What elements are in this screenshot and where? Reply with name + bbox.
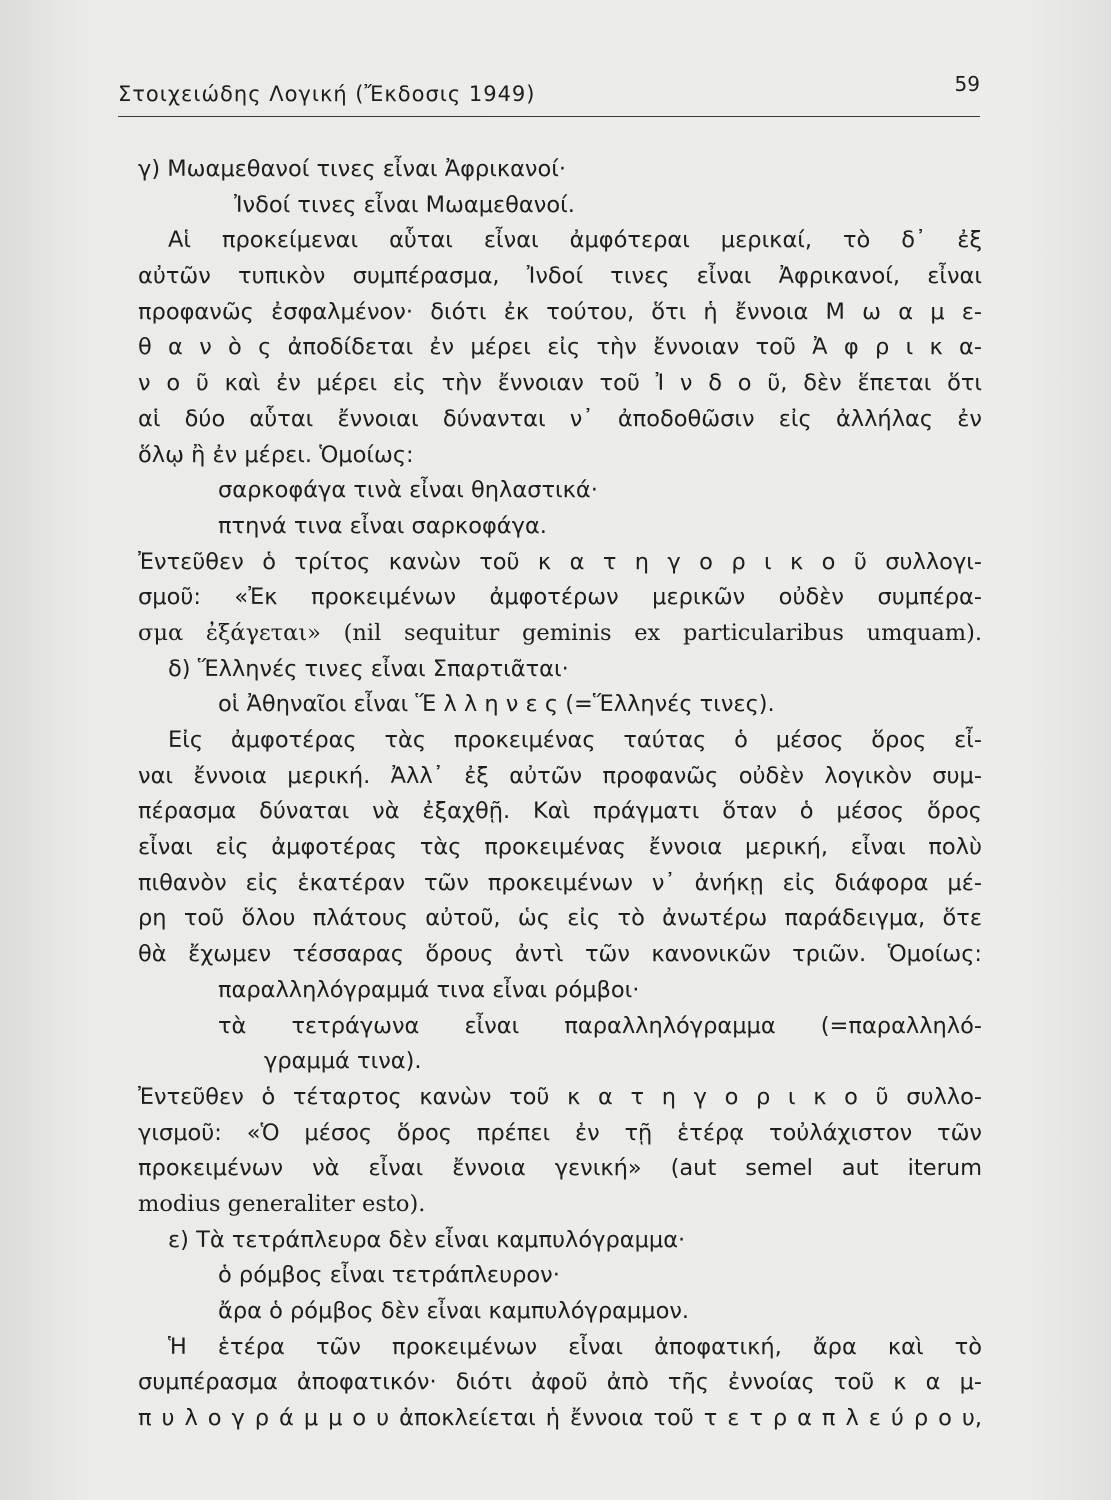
example-gamma-premise-1: γ) Μωαμεθανοί τινες εἶναι Ἀφρικανοί· [138, 156, 567, 182]
paragraph-line: ν ο ῦ καὶ ἐν μέρει εἰς τὴν ἔννοιαν τοῦ Ἰ ν δ ο ῦ, δὲν ἕπεται ὅτι [138, 370, 982, 397]
example-epsilon-premise-1: ε) Τὰ τετράπλευρα δὲν εἶναι καμπυλόγραμμα· [168, 1226, 686, 1253]
paragraph-line: θὰ ἔχωμεν τέσσαρας ὅρους ἀντὶ τῶν κανονικῶν τριῶν. Ὁμοίως: [138, 941, 982, 968]
rule-three-line: σμα ἐξάγεται» (nil sequitur geminis ex particularibus umquam). [138, 619, 982, 646]
syllogism-line: γραμμά τινα). [264, 1048, 422, 1075]
paragraph-line: πέρασμα δύναται νὰ ἐξαχθῇ. Καὶ πράγματι ὅταν ὁ μέσος ὅρος [138, 798, 982, 825]
paragraph-line: Ἡ ἑτέρα τῶν προκειμένων εἶναι ἀποφατική, ἄρα καὶ τὸ [168, 1333, 982, 1360]
rule-four-line: Ἐντεῦθεν ὁ τέταρτος κανὼν τοῦ κ α τ η γ ο ρ ι κ ο ῦ συλλο- [138, 1083, 982, 1110]
paragraph-line: Εἰς ἀμφοτέρας τὰς προκειμένας ταύτας ὁ μέσος ὅρος εἶ- [168, 727, 982, 753]
syllogism-line: πτηνά τινα εἶναι σαρκοφάγα. [218, 512, 547, 539]
running-title: Στοιχειώδης Λογική (Ἔκδοσις 1949) [118, 82, 536, 106]
example-delta-premise-1: δ) Ἕλληνές τινες εἶναι Σπαρτιᾶται· [168, 655, 569, 682]
example-epsilon-premise-2: ὁ ρόμβος εἶναι τετράπλευρον· [218, 1262, 560, 1289]
syllogism-line: τὰ τετράγωνα εἶναι παραλληλόγραμμα (=παραλληλό- [218, 1012, 982, 1039]
paragraph-line: π υ λ ο γ ρ ά μ μ ο υ ἀποκλείεται ἡ ἔννοια τοῦ τ ε τ ρ α π λ ε ύ ρ ο υ, [138, 1405, 982, 1432]
rule-four-line: προκειμένων νὰ εἶναι ἔννοια γενική» (aut semel aut iterum [138, 1155, 982, 1182]
running-header [118, 72, 980, 116]
paragraph-line: αἱ δύο αὗται ἔννοιαι δύνανται ν᾽ ἀποδοθῶσιν εἰς ἀλλήλας ἐν [138, 405, 982, 432]
rule-four-line: γισμοῦ: «Ὁ μέσος ὅρος πρέπει ἐν τῇ ἑτέρᾳ τοὐλάχιστον τῶν [138, 1119, 982, 1146]
paragraph-line: αὐτῶν τυπικὸν συμπέρασμα, Ἰνδοί τινες εἶναι Ἀφρικανοί, εἶναι [138, 263, 982, 290]
page-body [138, 152, 982, 1437]
syllogism-line: σαρκοφάγα τινὰ εἶναι θηλαστικά· [218, 477, 598, 504]
paragraph-line: πιθανὸν εἰς ἑκατέραν τῶν προκειμένων ν᾽ ἀνήκῃ εἰς διάφορα μέ- [138, 869, 982, 896]
paragraph-line: συμπέρασμα ἀποφατικόν· διότι ἀφοῦ ἀπὸ τῆς ἐννοίας τοῦ κ α μ- [138, 1369, 982, 1396]
paragraph-line: Αἱ προκείμεναι αὗται εἶναι ἀμφότεραι μερικαί, τὸ δ᾽ ἐξ [168, 227, 982, 254]
rule-four-line: modius generaliter esto). [138, 1190, 426, 1217]
header-rule [118, 116, 980, 117]
example-gamma-premise-2: Ἰνδοί τινες εἶναι Μωαμεθανοί. [234, 191, 575, 218]
paragraph-line: θ α ν ὸ ς ἀποδίδεται ἐν μέρει εἰς τὴν ἔννοιαν τοῦ Ἀ φ ρ ι κ α- [138, 334, 982, 361]
syllogism-line: παραλληλόγραμμά τινα εἶναι ρόμβοι· [218, 976, 640, 1003]
rule-three-line: Ἐντεῦθεν ὁ τρίτος κανὼν τοῦ κ α τ η γ ο ρ ι κ ο ῦ συλλογι- [138, 548, 982, 575]
page-number: 59 [954, 72, 980, 96]
example-epsilon-conclusion: ἄρα ὁ ρόμβος δὲν εἶναι καμπυλόγραμμον. [218, 1298, 690, 1324]
paragraph-line: ὅλῳ ἢ ἐν μέρει. Ὁμοίως: [138, 441, 414, 468]
rule-three-line: σμοῦ: «Ἐκ προκειμένων ἀμφοτέρων μερικῶν οὐδὲν συμπέρα- [138, 584, 982, 611]
paragraph-line: προφανῶς ἐσφαλμένον· διότι ἐκ τούτου, ὅτι ἡ ἔννοια Μ ω α μ ε- [138, 298, 982, 325]
paragraph-line: εἶναι εἰς ἀμφοτέρας τὰς προκειμένας ἔννοια μερική, εἶναι πολὺ [138, 834, 982, 861]
example-delta-premise-2: οἱ Ἀθηναῖοι εἶναι Ἕ λ λ η ν ε ς (=Ἕλληνές τινες). [218, 691, 775, 718]
paragraph-line: ρη τοῦ ὅλου πλάτους αὐτοῦ, ὡς εἰς τὸ ἀνωτέρω παράδειγμα, ὅτε [138, 905, 982, 932]
paragraph-line: ναι ἔννοια μερική. Ἀλλ᾽ ἐξ αὐτῶν προφανῶς οὐδὲν λογικὸν συμ- [138, 762, 982, 789]
